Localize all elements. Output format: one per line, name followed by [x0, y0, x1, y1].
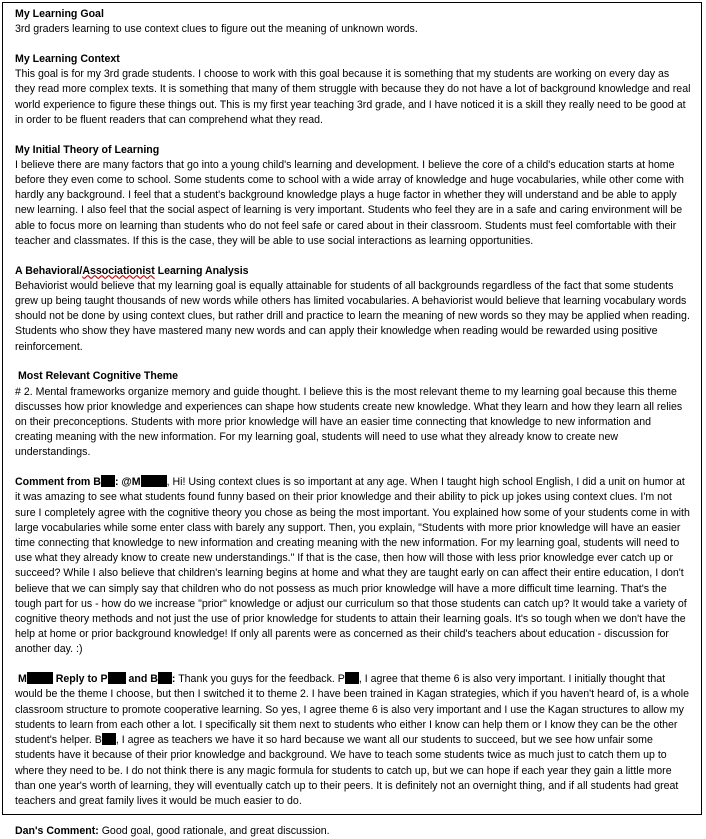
cognitive-theme-section: [15, 369, 691, 460]
redaction-block: [108, 672, 126, 684]
initial-theory-text: I believe there are many factors that go into a young child's learning and development. I believe the core of a child's education starts at home before they even come to school. Some students come to school with a wide array of knowledge and huge vocabularies, while other come with hardly any background. I feel that a student's background knowledge plays a huge factor in whether they will understand and be able to apply new learning. I also feel that the social aspect of learning is very important. Students who feel they are in a safe and caring environment will be able to focus more on learning than students who do not feel safe or cared about in their classroom. Students must feel comfortable with their teacher and classmates. If this is the case, they will be able to use social interactions as learning opportunities.: [15, 158, 684, 247]
behavioral-heading-underlined: Associationist: [82, 264, 155, 277]
comment-paragraph: [15, 475, 691, 657]
reply-lead-1: M: [15, 673, 27, 686]
comment-section: [15, 475, 691, 657]
reply-text-2: , I agree that theme 6 is also very important. I initially thought that would be the theme I choose, but then I switched it to theme 2. I have been trained in Kagan strategies, which if you haven't heard of, is a whole classroom structure to promote cooperative learning. So yes, I agree theme 6 is also very important and I use the Kagan structures to allow my students to learn from each other a lot. I specifically sit them next to students who either I know can help them or I know they can be the other student's helper. B: [15, 673, 689, 747]
learning-goal-section: [15, 7, 691, 37]
redaction-block: [141, 475, 167, 487]
redaction-block: [158, 672, 172, 684]
reply-text-3: , I agree as teachers we have it so hard because we want all our students to succeed, but we see how unfair some students have it because of their prior knowledge and background. We have to teach some students twice as much just to catch them up to where they need to be. I do not think there is any magic formula for students to catch up, but we can hope if each year they gain a little more than one year's worth of learning, they will eventually catch up to their peers. It is definitely not an overnight thing, and if all students had great teachers and great family lives it would be much easier to do.: [15, 734, 679, 807]
dan-comment-paragraph: [15, 824, 691, 839]
redaction-block: [27, 672, 53, 684]
comment-lead-1: Comment from B: [15, 476, 101, 489]
learning-context-section: [15, 52, 691, 128]
learning-context-heading: My Learning Context: [15, 53, 120, 65]
reply-paragraph: [15, 672, 691, 809]
dan-comment-lead: Dan's Comment:: [15, 824, 99, 837]
reply-text-1: Thank you guys for the feedback. P: [175, 673, 345, 686]
learning-goal-text: 3rd graders learning to use context clues to figure out the meaning of unknown words.: [15, 23, 418, 36]
behavioral-heading-suffix: Learning Analysis: [154, 264, 249, 277]
learning-context-text: This goal is for my 3rd grade students. I choose to work with this goal because it is something that my students are working on every day as they read more complex texts. It is something that many of them struggle with because they do not have a lot of background knowledge and real world experience to figure these things out. This is my first year teaching 3rd grade, and I have noticed it is a skill they really need to be good at in order to be fluent readers that can comprehend what they read.: [15, 68, 691, 126]
behavioral-heading-prefix: A Behavioral/: [15, 264, 83, 277]
redaction-block: [102, 733, 116, 745]
comment-lead-2: : @M: [114, 476, 141, 489]
cognitive-theme-heading: Most Relevant Cognitive Theme: [15, 370, 179, 383]
dan-comment-section: [15, 824, 691, 839]
behavioral-analysis-heading: [15, 264, 691, 279]
reply-lead-3: and B: [125, 673, 158, 686]
cognitive-theme-text: # 2. Mental frameworks organize memory and guide thought. I believe this is the most relevant theme to my learning goal because this theme discusses how prior knowledge and experiences can shape how students create new knowledge. What they learn and how they learn all relies on their preconceptions. Students with more prior knowledge will have an easier time connecting that knowledge to new information and creating meaning with the new information. For my learning goal, students will need to use what they already know to create new understandings.: [15, 385, 683, 459]
document-page: [2, 2, 702, 837]
learning-goal-heading: My Learning Goal: [15, 8, 104, 20]
redaction-block: [101, 475, 115, 487]
reply-section: [15, 672, 691, 809]
reply-lead-2: Reply to P: [52, 673, 108, 686]
initial-theory-heading: My Initial Theory of Learning: [15, 143, 160, 156]
reply-lead-4: :: [171, 673, 176, 686]
initial-theory-section: [15, 143, 691, 249]
dan-comment-text: Good goal, good rationale, and great discussion.: [98, 824, 330, 837]
behavioral-analysis-text: Behaviorist would believe that my learning goal is equally attainable for students of all backgrounds regardless of the fact that some students grew up being taught thousands of new words while others has limited vocabularies. A behaviorist would believe that learning vocabulary words should not be done by using context clues, but rather drill and practice to learn the meaning of new words so they may be applied when reading. Students who show they have mastered many new words and can apply their knowledge when reading would be rewarded using positive reinforcement.: [15, 279, 690, 353]
redaction-block: [345, 672, 359, 684]
behavioral-analysis-section: [15, 264, 691, 355]
comment-text: , Hi! Using context clues is so important at any age. When I taught high school English, I did a unit on humor at it was amazing to see what students found funny based on their prior knowledge and their ability to pick up jokes using context clues. I'm not sure I completely agree with the cognitive theory you chose as being the most important. You explained how some of your students come in with large vocabularies while some enter class with barely any support. Then, you explain, "Students with more prior knowledge will have an easier time connecting that knowledge to new information and creating meaning with the new information. For my learning goal, students will need to use what they already know to create new understandings." If that is the case, then how will those with less prior knowledge ever catch up or succeed? While I also believe that children's learning begins at home and what they are taught early on can affect their entire education, I don't believe that we can simply say that children who do not possess as much prior knowledge will have a more difficult time learning. That's the tough part for us - how do we increase "prior" knowledge or adjust our curriculum so that those students can catch up? It would take a variety of cognitive theory methods and not just the use of prior knowledge for students to attain their learning goals. It's so tough when we don't have the help at home or prior background knowledge! If only all parents were as concerned as their child's teachers about education - discussion for another day. :): [15, 476, 690, 656]
